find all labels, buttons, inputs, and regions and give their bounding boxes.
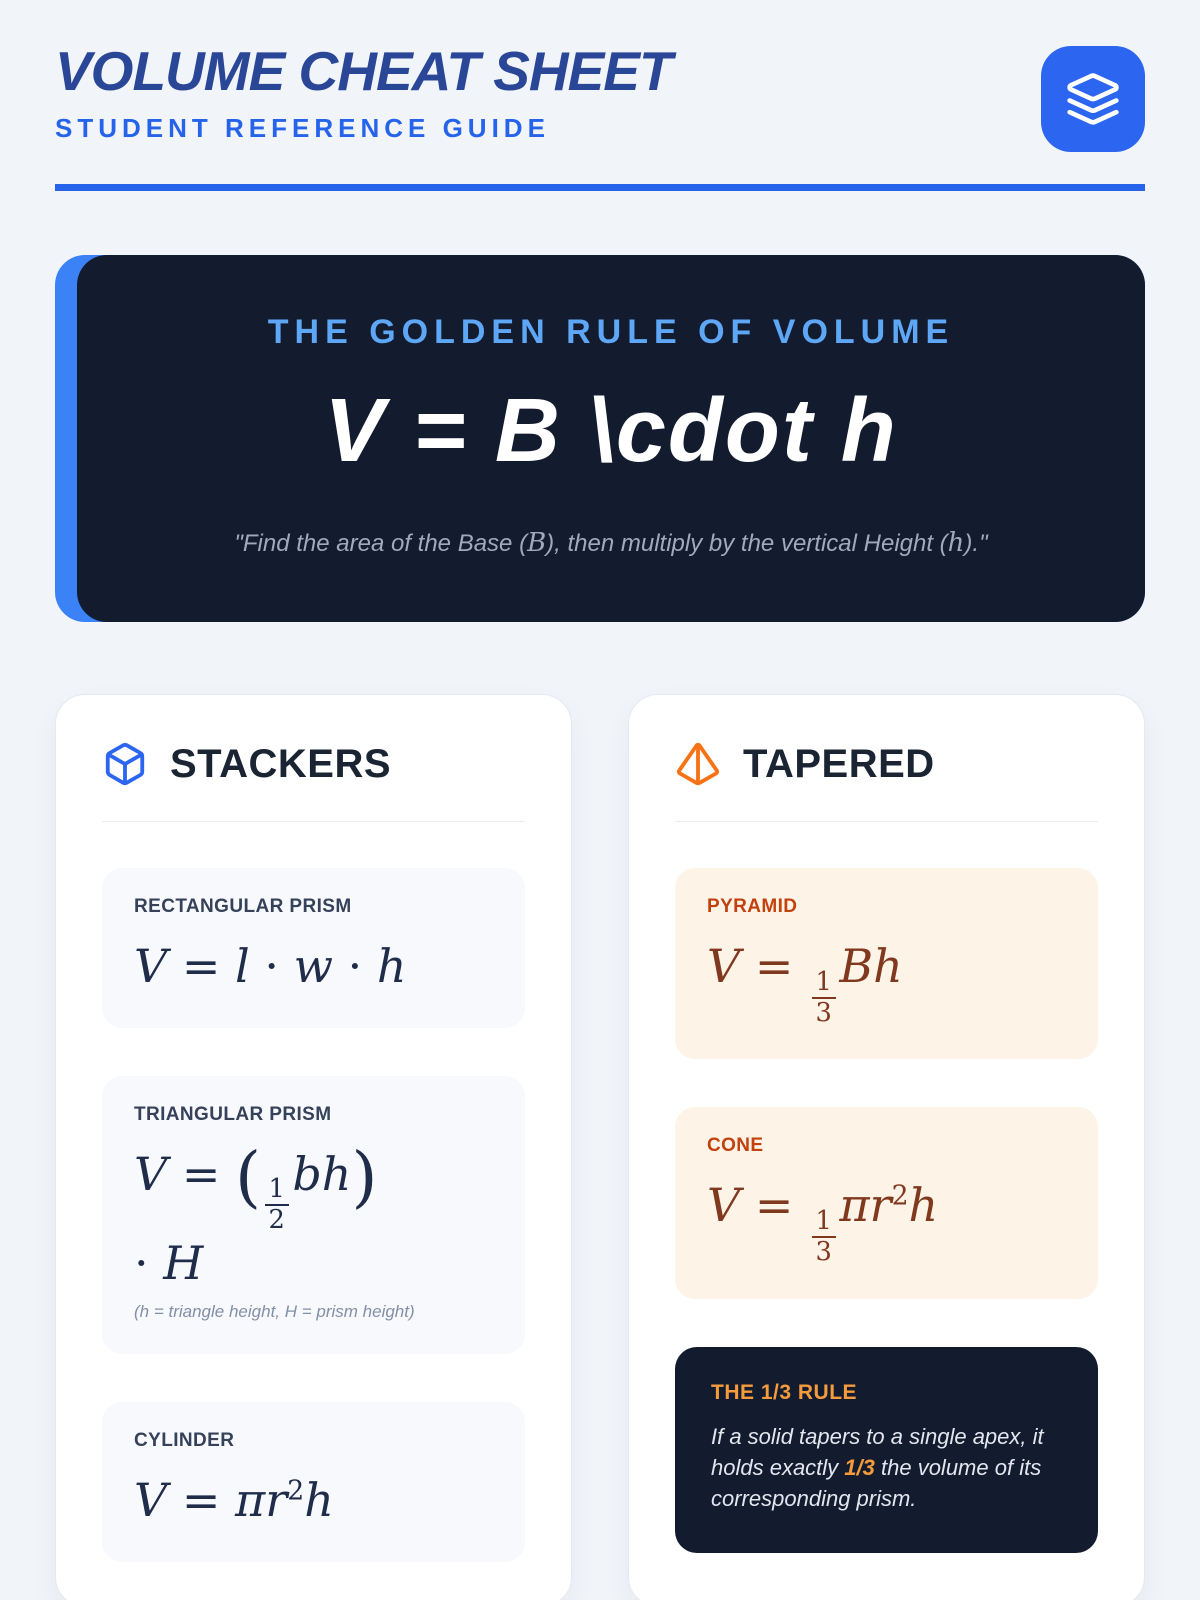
tapered-title: TAPERED <box>743 741 935 786</box>
stackers-divider <box>102 821 525 822</box>
formula-label: CONE <box>707 1135 764 1157</box>
box-icon <box>102 741 148 787</box>
page-subtitle: STUDENT REFERENCE GUIDE <box>55 113 550 143</box>
tapered-header <box>675 741 1098 787</box>
pyramid-icon <box>675 741 721 787</box>
one-third-rule-body: If a solid tapers to a single apex, it holds exactly 1/3 the volume of its corresponding prism. <box>711 1423 1044 1512</box>
cylinder-card <box>102 1402 525 1562</box>
header-text <box>55 40 672 144</box>
triangular-prism-card <box>102 1076 525 1355</box>
golden-rule-formula: V = B \cdot h <box>324 381 898 481</box>
one-third-rule-title: THE 1/3 RULE <box>711 1380 858 1404</box>
golden-rule-title: THE GOLDEN RULE OF VOLUME <box>267 313 955 351</box>
tapered-card <box>628 694 1145 1600</box>
stackers-card <box>55 694 572 1600</box>
formula-note: (h = triangle height, H = prism height) <box>134 1302 415 1322</box>
rectangular-prism-formula: V = l · w · h <box>134 939 407 993</box>
cylinder-formula: $V = \pi r^2h$ <box>134 1473 334 1528</box>
golden-rule-card <box>55 255 1145 622</box>
layers-icon <box>1065 71 1121 127</box>
pyramid-card <box>675 868 1098 1059</box>
one-third-rule-card <box>675 1347 1098 1553</box>
golden-rule-inner <box>77 255 1145 622</box>
formula-label: PYRAMID <box>707 896 798 917</box>
columns <box>55 694 1145 1600</box>
pyramid-formula: V = $\frac{1}{3}$ Bh <box>707 939 903 1028</box>
header <box>55 40 1145 152</box>
formula-label: TRIANGULAR PRISM <box>134 1103 332 1125</box>
formula-label: CYLINDER <box>134 1430 235 1452</box>
header-rule <box>55 184 1145 191</box>
stackers-header <box>102 741 525 787</box>
logo-badge <box>1041 46 1145 152</box>
page-title: VOLUME CHEAT SHEET <box>55 40 672 102</box>
cone-card <box>675 1107 1098 1298</box>
cone-formula: V = $\frac{1}{3}$ $\pi r^2h$ <box>707 1178 939 1267</box>
golden-rule-quote: "Find the area of the Base (B), then multiply by the vertical Height (h)." <box>234 528 988 558</box>
rectangular-prism-card <box>102 868 525 1028</box>
tapered-divider <box>675 821 1098 822</box>
formula-label: RECTANGULAR PRISM <box>134 896 352 917</box>
triangular-prism-formula: V = ( $\frac{1}{2}$ bh) · H <box>134 1136 378 1290</box>
stackers-title: STACKERS <box>170 741 392 786</box>
